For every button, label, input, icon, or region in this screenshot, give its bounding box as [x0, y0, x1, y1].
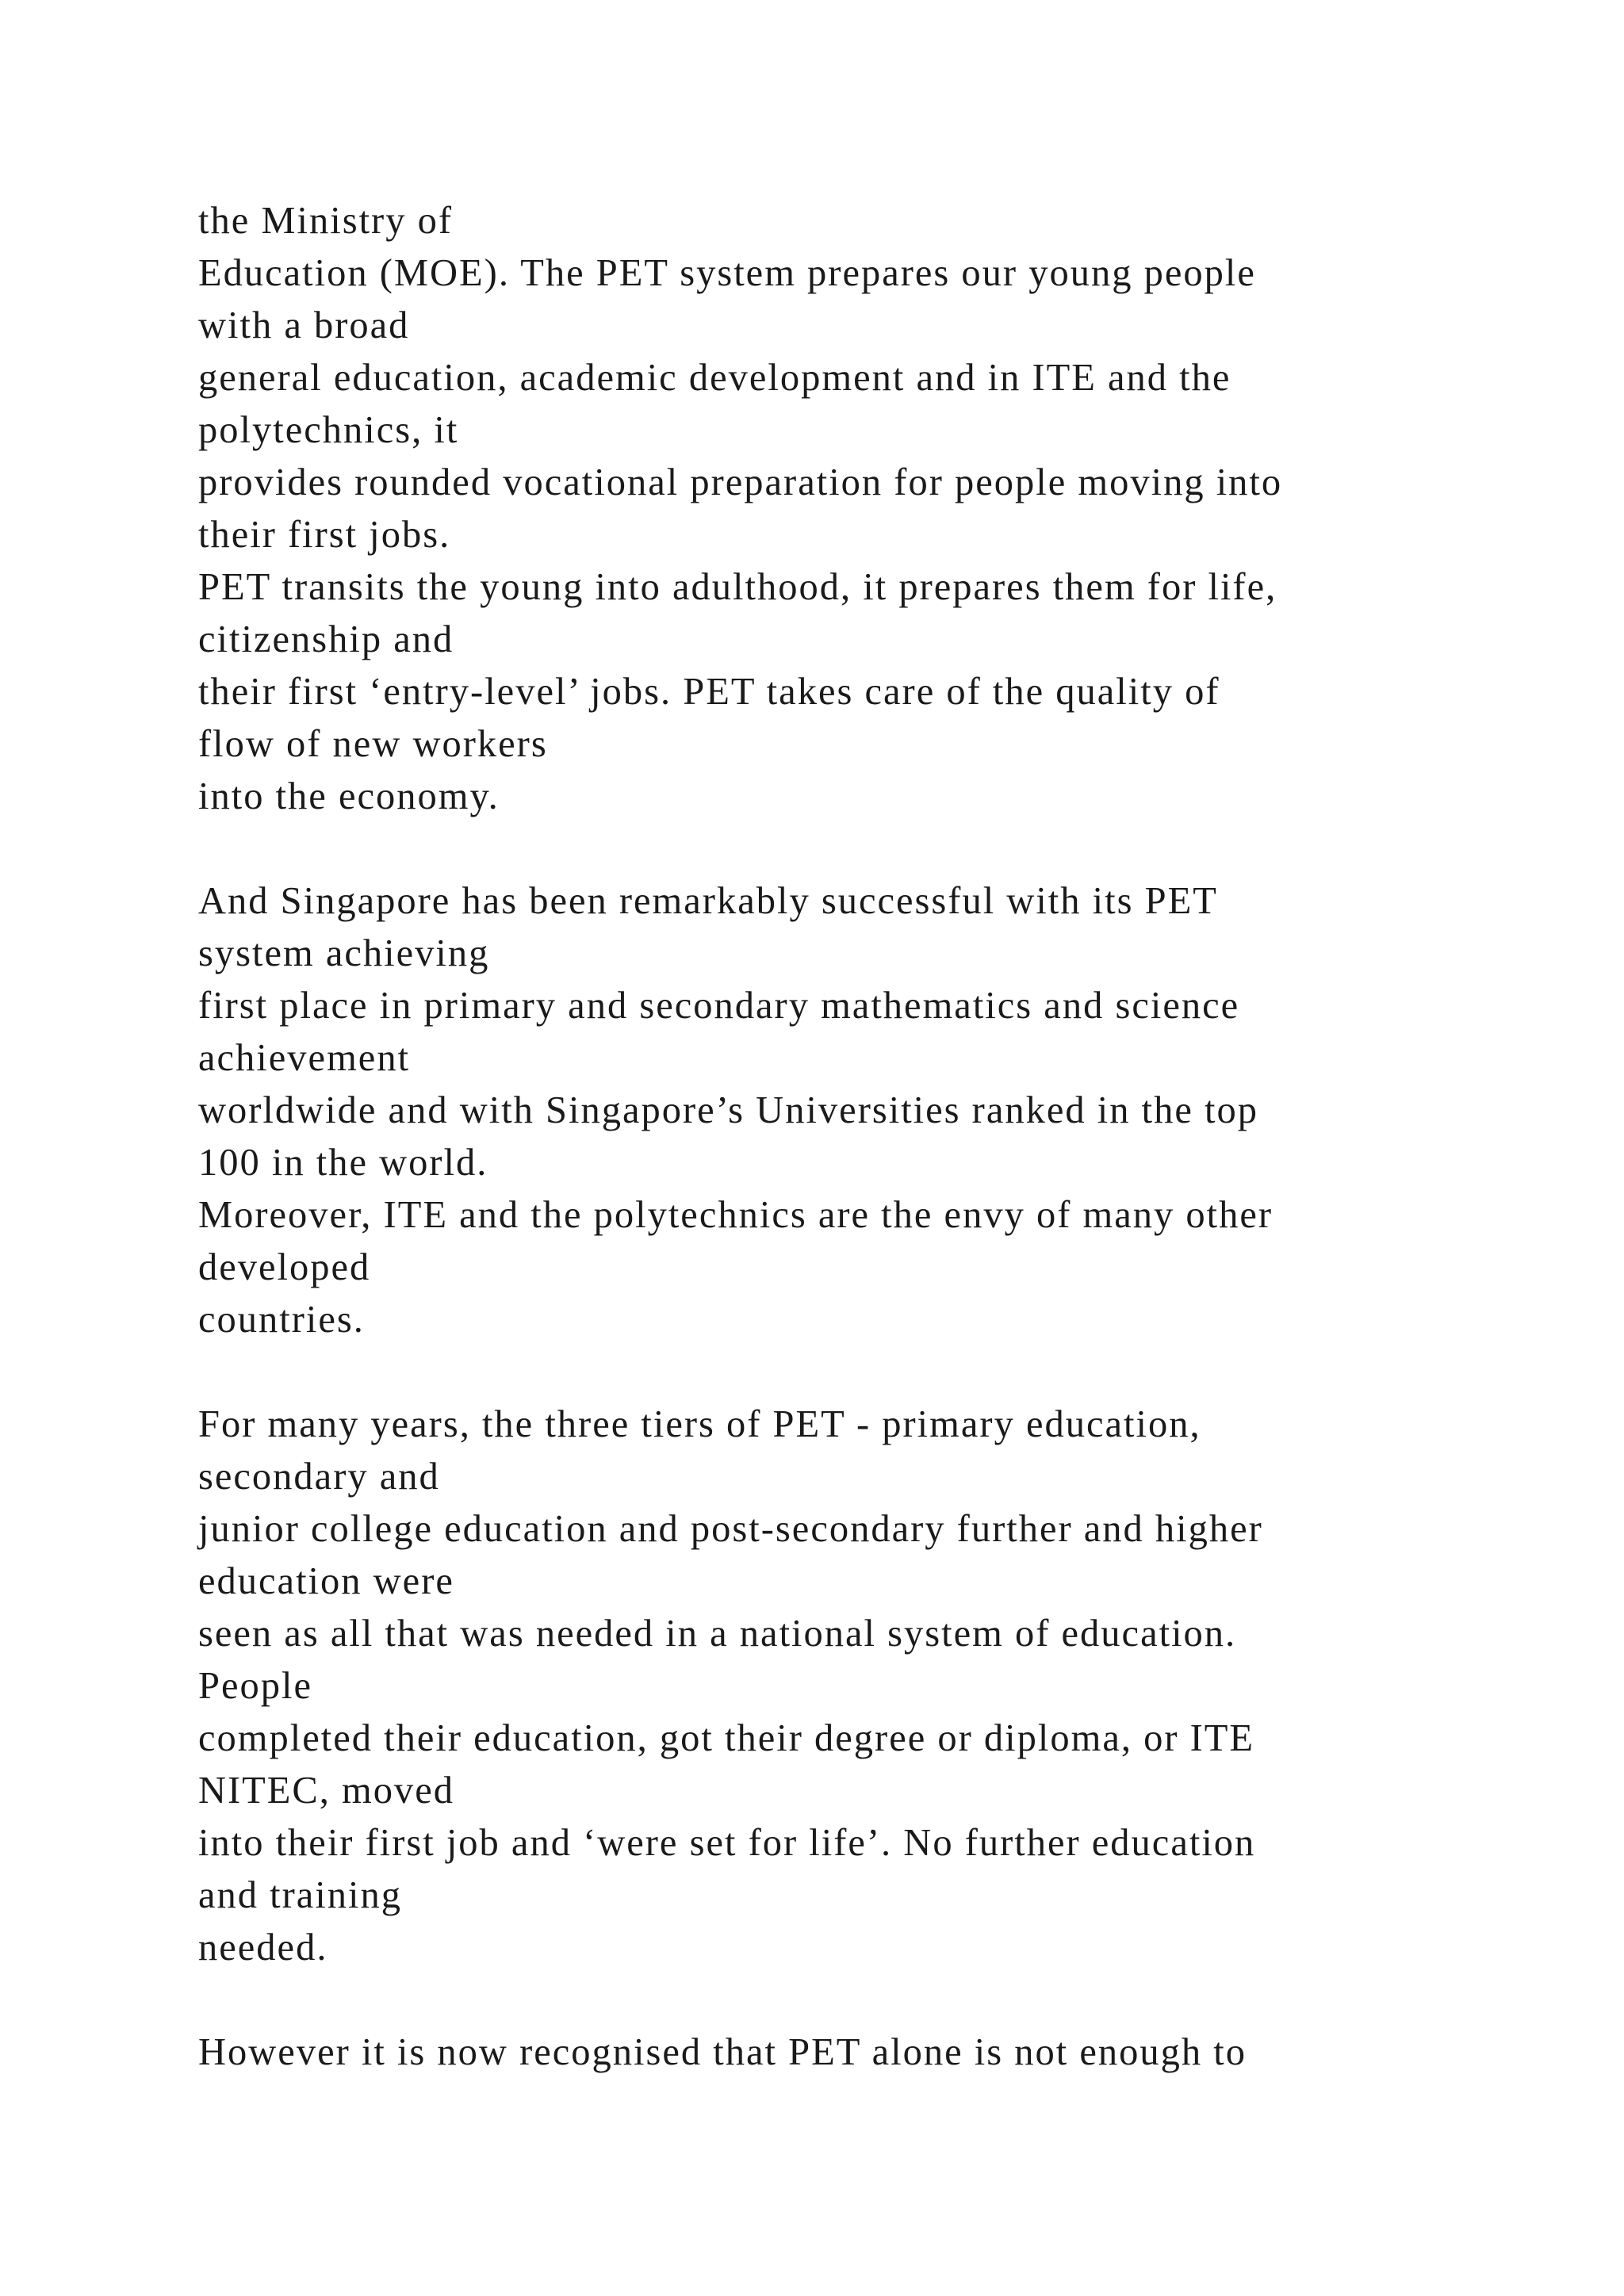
text-line: system achieving	[198, 932, 490, 974]
text-line: NITEC, moved	[198, 1770, 455, 1812]
text-line: developed	[198, 1246, 371, 1288]
paragraph-spacer	[198, 1346, 1546, 1399]
text-line: and training	[198, 1874, 403, 1916]
text-line: polytechnics, it	[198, 409, 459, 451]
paragraph-spacer	[198, 1974, 1546, 2026]
text-line: their first ‘entry-level’ jobs. PET takes care of the quality of	[198, 671, 1220, 713]
text-line: For many years, the three tiers of PET - primary education,	[198, 1403, 1201, 1445]
text-line: junior college education and post-secondary further and higher	[198, 1508, 1263, 1550]
text-line: Moreover, ITE and the polytechnics are the envy of many other	[198, 1194, 1274, 1236]
text-line: PET transits the young into adulthood, it prepares them for life,	[198, 566, 1277, 608]
text-line: Education (MOE). The PET system prepares our young people	[198, 252, 1256, 294]
text-line: completed their education, got their degree or diploma, or ITE	[198, 1717, 1255, 1759]
text-line: achievement	[198, 1037, 411, 1079]
text-line: However it is now recognised that PET alone is not enough to	[198, 2031, 1247, 2073]
text-line: People	[198, 1665, 313, 1707]
text-line: worldwide and with Singapore’s Universities ranked in the top	[198, 1089, 1258, 1131]
text-line: with a broad	[198, 304, 410, 346]
text-line: education were	[198, 1560, 454, 1602]
text-line: countries.	[198, 1299, 365, 1341]
text-line: And Singapore has been remarkably successful with its PET	[198, 880, 1218, 922]
text-line: flow of new workers	[198, 723, 548, 765]
text-line: general education, academic development and in ITE and the	[198, 357, 1231, 399]
paragraph-3	[198, 1399, 1546, 1974]
text-line: into the economy.	[198, 775, 500, 817]
text-line: citizenship and	[198, 618, 454, 660]
text-line: provides rounded vocational preparation for people moving into	[198, 461, 1283, 503]
text-line: the Ministry of	[198, 200, 453, 242]
text-line: seen as all that was needed in a national system of education.	[198, 1613, 1237, 1655]
text-line: needed.	[198, 1927, 328, 1969]
paragraph-1	[198, 195, 1546, 823]
paragraph-2	[198, 875, 1546, 1346]
text-line: their first jobs.	[198, 514, 451, 556]
text-line: 100 in the world.	[198, 1142, 488, 1184]
text-line: secondary and	[198, 1456, 440, 1498]
paragraph-spacer	[198, 823, 1546, 875]
document-body	[198, 195, 1546, 2079]
paragraph-4	[198, 2026, 1546, 2079]
text-line: first place in primary and secondary mathematics and science	[198, 985, 1240, 1027]
text-line: into their first job and ‘were set for life’. No further education	[198, 1822, 1256, 1864]
